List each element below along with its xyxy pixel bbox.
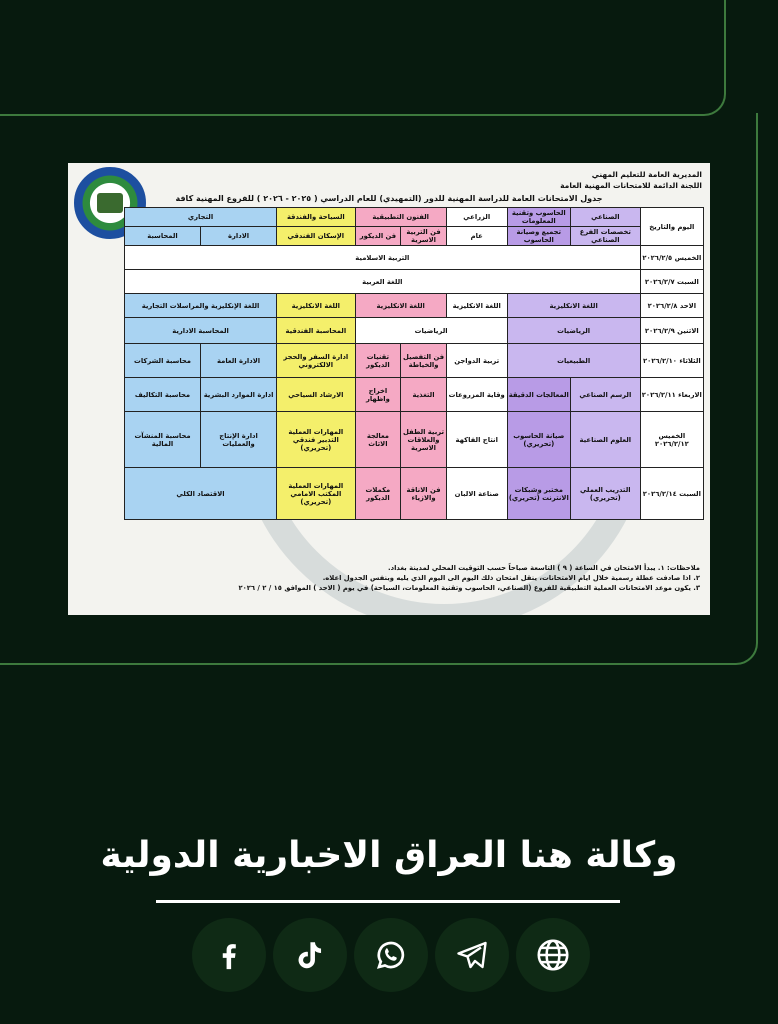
subheader-computer: تجميع وصيانة الحاسوب [507, 227, 570, 246]
subject-cell: الاقتصاد الكلي [125, 468, 277, 520]
subject-cell: فن التفصيل والخياطة [401, 344, 447, 378]
header-tourism: السياحة والفندقة [277, 208, 356, 227]
subject-cell: اللغة الانكليزية [277, 294, 356, 318]
subject-cell: تربية الدواجن [446, 344, 507, 378]
subject-cell: المهارات العملية التدبير فندقي (تحريري) [277, 412, 356, 468]
day-cell: الخميس ٢٠٢٦/٢/١٢ [640, 412, 703, 468]
subject-cell: اللغة الانكليزية [355, 294, 446, 318]
day-cell: الاثنين ٢٠٢٦/٢/٩ [640, 318, 703, 344]
subject-cell: اللغة الانكليزية [446, 294, 507, 318]
subject-cell: اخراج واظهار [355, 378, 401, 412]
subject-cell: فن الاناقة والازياء [401, 468, 447, 520]
day-cell: الثلاثاء ٢٠٢٦/٢/١٠ [640, 344, 703, 378]
subject-cell: ادارة الموارد البشرية [201, 378, 277, 412]
subheader-agricultural: عام [446, 227, 507, 246]
notes [76, 563, 700, 593]
header-commercial: التجاري [125, 208, 277, 227]
subject-cell: الرياضيات [507, 318, 640, 344]
subject-cell: اللغة العربية [125, 270, 641, 294]
subject-cell: تربية الطفل والعلاقات الاسرية [401, 412, 447, 468]
subject-cell: المهارات العملية المكتب الامامي (تحريري) [277, 468, 356, 520]
subject-cell: الرسم الصناعي [570, 378, 640, 412]
header-computer: الحاسوب وتقنية المعلومات [507, 208, 570, 227]
subject-cell: وقاية المزروعات [446, 378, 507, 412]
subject-cell: صيانة الحاسوب (تحريري) [507, 412, 570, 468]
subject-cell: المعالجات الدقيقة [507, 378, 570, 412]
tiktok-icon[interactable] [273, 918, 347, 992]
exam-schedule-document [68, 163, 710, 615]
divider [156, 900, 620, 903]
subject-cell: الادارة العامة [201, 344, 277, 378]
day-cell: الخميس ٢٠٢٦/٢/٥ [640, 246, 703, 270]
header-day: اليوم والتاريخ [640, 208, 703, 246]
header-line: المديرية العامة للتعليم المهني [591, 170, 702, 179]
subheader-accounting: المحاسبة [125, 227, 201, 246]
subject-cell: الطبيعيات [507, 344, 640, 378]
agency-name: وكالة هنا العراق الاخبارية الدولية [100, 835, 678, 876]
subject-cell: الرياضيات [355, 318, 507, 344]
subject-cell: التربية الاسلامية [125, 246, 641, 270]
subject-cell: المحاسبة الفندقية [277, 318, 356, 344]
whatsapp-icon[interactable] [354, 918, 428, 992]
subheader-admin: الادارة [201, 227, 277, 246]
note-line: ٢. اذا صادفت عطلة رسمية خلال ايام الامتحانات، ينقل امتحان ذلك اليوم الى اليوم الذي يليه وبنفس الجدول اعلاه. [322, 574, 700, 582]
subheader-specs: تخصصات الفرع الصناعي [570, 227, 640, 246]
social-icons [192, 918, 592, 992]
subject-cell: اللغة الإنكليزية والمراسلات التجارية [125, 294, 277, 318]
header-industrial: الصناعي [570, 208, 640, 227]
globe-icon[interactable] [516, 918, 590, 992]
subject-cell: صناعة الالبان [446, 468, 507, 520]
subject-cell: التدريب العملي (تحريري) [570, 468, 640, 520]
subject-cell: مكملات الديكور [355, 468, 401, 520]
subject-cell: انتاج الفاكهة [446, 412, 507, 468]
note-line: ملاحظات: ١. يبدأ الامتحان في الساعة ( ٩ ) التاسعة صباحاً حسب التوقيت المحلي لمدينة بغداد. [388, 564, 700, 572]
frame-line-top [0, 0, 726, 116]
header-agricultural: الزراعي [446, 208, 507, 227]
subject-cell: المحاسبة الادارية [125, 318, 277, 344]
subject-cell: محاسبة التكاليف [125, 378, 201, 412]
facebook-icon[interactable] [192, 918, 266, 992]
subject-cell: الارشاد السياحي [277, 378, 356, 412]
subject-cell: التغذية [401, 378, 447, 412]
subject-cell: تقنيات الديكور [355, 344, 401, 378]
subject-cell: اللغة الانكليزية [507, 294, 640, 318]
subheader-tourism: الإسكان الفندقي [277, 227, 356, 246]
day-cell: السبت ٢٠٢٦/٢/٧ [640, 270, 703, 294]
subject-cell: معالجة الاثاث [355, 412, 401, 468]
header-line: اللجنة الدائمة للامتحانات المهنية العامة [560, 181, 702, 190]
note-line: ٣. يكون موعد الامتحانات العملية التطبيقية للفروع (الصناعي، الحاسوب وتقنية المعلومات، السياحة) في يوم ( الاحد ) الموافق ١٥ / ٢ / ٢٠٢٦ [238, 584, 700, 592]
subheader-family: فن التربية الاسرية [401, 227, 447, 246]
day-cell: السبت ٢٠٢٦/٢/١٤ [640, 468, 703, 520]
subject-cell: محاسبة الشركات [125, 344, 201, 378]
day-cell: الاربعاء ٢٠٢٦/٢/١١ [640, 378, 703, 412]
document-header [560, 169, 702, 191]
subject-cell: العلوم الصناعية [570, 412, 640, 468]
day-cell: الاحد ٢٠٢٦/٢/٨ [640, 294, 703, 318]
subject-cell: محاسبة المنشآت المالية [125, 412, 201, 468]
subject-cell: ادارة الإنتاج والعمليات [201, 412, 277, 468]
subheader-decor: فن الديكور [355, 227, 401, 246]
header-applied-arts: الفنون التطبيقية [355, 208, 446, 227]
subject-cell: مختبر وشبكات الانترنت (تحريري) [507, 468, 570, 520]
telegram-icon[interactable] [435, 918, 509, 992]
document-title: جدول الامتحانات العامة للدراسة المهنية للدور (التمهيدي) للعام الدراسي ( ٢٠٢٥ - ٢٠٢٦ ) للفروع المهنية كافة [175, 194, 603, 203]
schedule-table [124, 207, 704, 520]
subject-cell: ادارة السفر والحجز الالكتروني [277, 344, 356, 378]
